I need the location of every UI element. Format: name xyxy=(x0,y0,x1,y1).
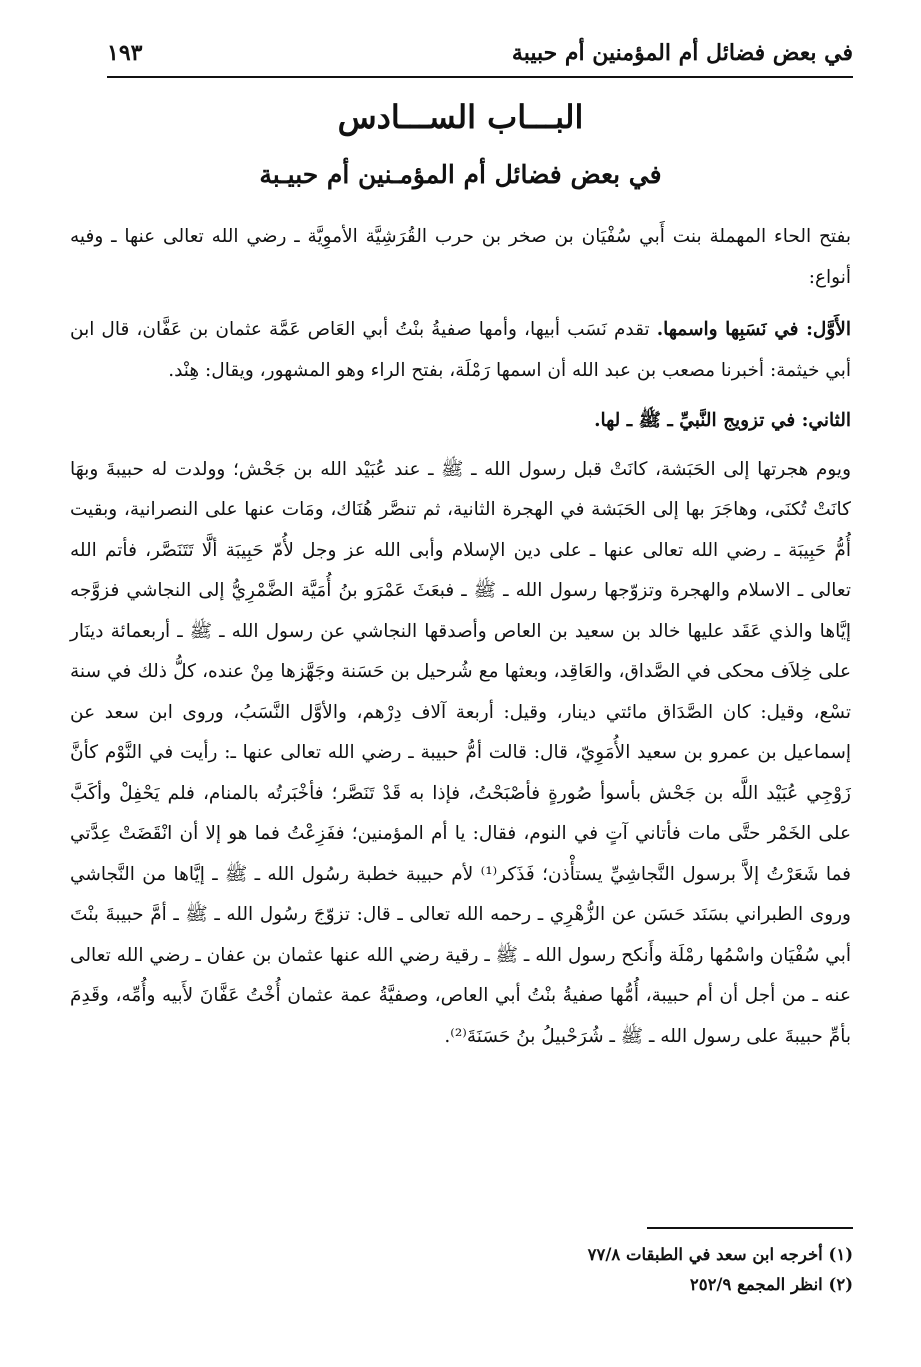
section-1-text: تقدم نَسَب أبيها، وأمها صفيةُ بنْتُ أبي العَاص عَمَّة عثمان بن عَفَّان، قال ابن أبي خيثمة: أخبرنا مصعب بن عبد الله أن اسمها رَمْلَة، بفتح الراء وهو المشهور، ويقال: هِنْد. xyxy=(70,319,851,381)
section-2-paragraph: ويوم هجرتها إلى الحَبَشة، كانَتْ قبل رسول الله ـ ﷺ ـ عند عُبَيْد الله بن جَحْش؛ وولدت له حبيبةَ وبهَا كانَتْ تُكنَى، وهاجَرَ بها إلى الحَبَشة في الهجرة الثانية، ثم تنصَّر هُنَاك، ومَات عنها على النصرانية، وبقيت أُمُّ حَبِيبَة ـ رضي الله تعالى عنها ـ على دين الإسلام وأبى الله عز وجل لأُمّ حَبِيبَة ألَّا تَتَنَصَّر، فأتم الله تعالى ـ الاسلام والهجرة وتزوّجها رسول الله ـ ﷺ ـ فبعَثَ عَمْرَو بنُ أُمَيَّة الضَّمْرِيُّ إلى النجاشي فزوَّجه إيَّاها والذي عَقَد عليها خالد بن سعيد بن العاص وأصدقها النجاشي عن رسول الله ـ ﷺ ـ أربعمائة دينَار على خِلاَف محكى في الصَّداق، والعَاقِد، وبعثها مع شُرحيل بن حَسَنة وجَهَّزها مِنْ عنده، كلُّ ذلك في سنة تسْع، وقيل: كان الصَّدَاق مائتي دينار، وقيل: أربعة آلاف دِرْهم، والأوَّل النَّسَبُ، وروى ابن سعد عن إسماعيل بن عمرو بن سعيد الأُمَوِيّ، قال: قالت أمُّ حبيبة ـ رضي الله تعالى عنها ـ: رأيت في النَّوْم كأنَّ زَوْجِي عُبَيْد اللَّه بن جَحْش بأسوأ صُورةٍ فأصْبَحْتُ، فإذا به قَدْ تَنَصَّر؛ فأخْبَرتُه بالمنام، فلم يَحْفِلْ وأكَبَّ على الخَمْر حتَّى مات فأتاني آتٍ في النوم، فقال: يا أم المؤمنين؛ ففَزِعْتُ فما هو إلا أن انْقَضَتْ عِدَّتي فما شَعَرْتُ إلاَّ برسول النَّجاشِيِّ يستأْذن؛ فَذَكر⁽¹⁾ لأم حبيبة خطبة رسُول الله ـ ﷺ ـ إيَّاها من النَّجاشي وروى الطبراني بسَنَد حَسَن عن الزُّهْرِي ـ رحمه الله تعالى ـ قال: تزوّجَ رسُول الله ـ ﷺ ـ أمَّ حبيبةَ بنْتَ أبي سُفْيَان واسْمُها رمْلَة وأَنكح رسول الله ـ ﷺ ـ رقية رضي الله عنها عثمان بن عفان ـ رضي الله تعالى عنه ـ من أجل أن أم حبيبة، أُمُّها صفيةُ بنْتُ أبي العاص، وصفيَّةُ عمة عثمان أُخْتُ عَفَّانَ لأَبيه وأُمِّه، وقَدِمَ بأمِّ حبيبةَ على رسول الله ـ ﷺ ـ شُرَحْبيلُ بنُ حَسَنَةَ⁽²⁾. xyxy=(70,458,852,1047)
page-number: ١٩٣ xyxy=(107,40,143,66)
chapter-title: البـــاب الســـادس xyxy=(337,98,584,136)
running-title: في بعض فضائل أم المؤمنين أم حبيبة xyxy=(511,40,853,66)
section-2-heading: الثاني: في تزويج النَّبيِّ ـ ﷺ ـ لها. xyxy=(594,410,851,431)
footnotes xyxy=(300,1240,853,1300)
footnote-separator xyxy=(647,1227,853,1229)
chapter-subtitle: في بعض فضائل أم المؤمـنين أم حبيـبة xyxy=(259,160,662,189)
section-1-heading: الأَوَّل: في نَسَبِها واسمها. xyxy=(656,319,851,340)
main-text xyxy=(70,217,851,1057)
footnote-1: (١) أخرجه ابن سعد في الطبقات ٧٧/٨ xyxy=(587,1245,853,1264)
section-1-paragraph xyxy=(70,310,851,391)
footnote-2: (٢) انظر المجمع ٢٥٢/٩ xyxy=(689,1275,853,1294)
intro-paragraph: بفتح الحاء المهملة بنت أَبي سُفْيَان بن صخر بن حرب القُرَشِيَّة الأموِيَّة ـ رضي الله تعالى عنها ـ وفيه أنواع: xyxy=(70,226,851,288)
page-header xyxy=(107,36,853,78)
